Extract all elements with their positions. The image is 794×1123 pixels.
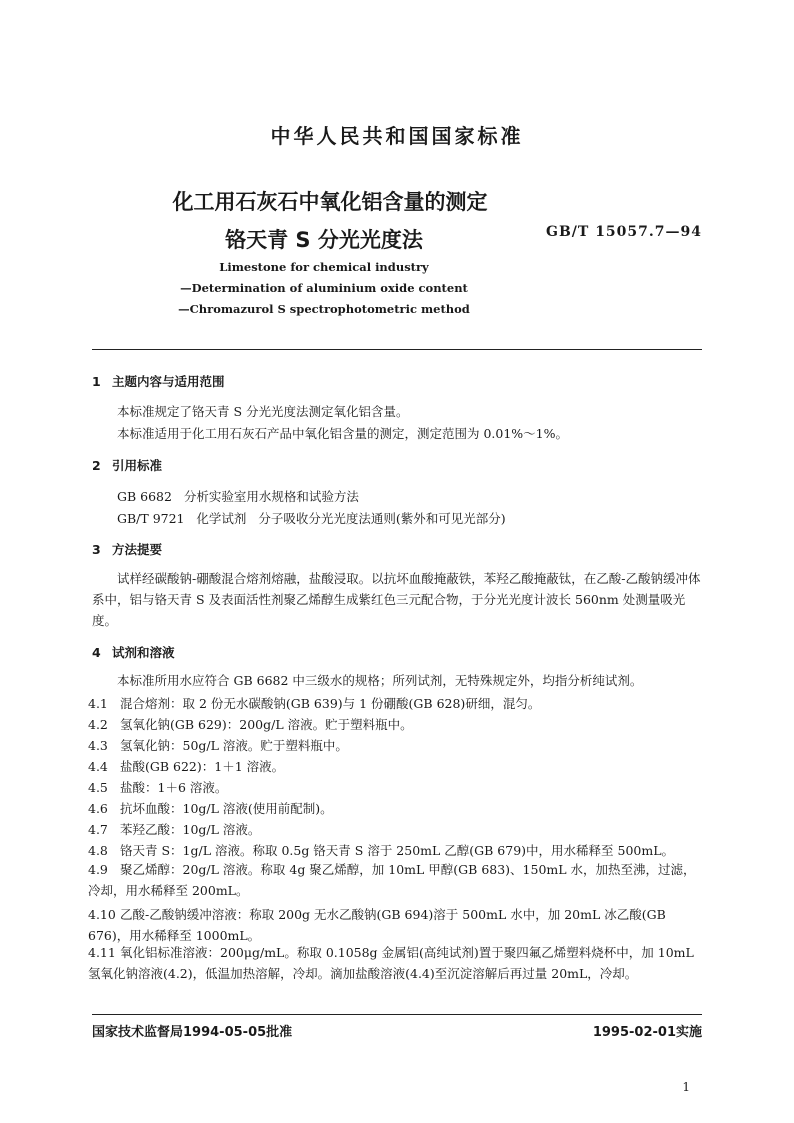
national-standard-heading: 中华人民共和国国家标准 <box>270 124 524 148</box>
item-number: 4.7 <box>88 822 108 837</box>
list-item <box>88 841 674 859</box>
reference-gbt9721: GB/T 9721 化学试剂 分子吸收分光光度法通则(紫外和可见光部分) <box>117 511 506 526</box>
item-text: 铬天青 S：1g/L 溶液。称取 0.5g 铬天青 S 溶于 250mL 乙醇(GB 679)中，用水稀释至 500mL。 <box>120 843 675 858</box>
item-number: 4.11 <box>88 945 116 960</box>
item-text: 聚乙烯醇：20g/L 溶液。称取 4g 聚乙烯醇，加 10mL 甲醇(GB 683)、150mL 水，加热至沸，过滤，冷却，用水稀释至 200mL。 <box>88 862 696 898</box>
reference-gb6682: GB 6682 分析实验室用水规格和试验方法 <box>117 489 359 504</box>
item-number: 4.8 <box>88 843 108 858</box>
section-1-paragraph-1: 本标准规定了铬天青 S 分光光度法测定氧化铝含量。 <box>117 404 409 419</box>
title-line-1: 化工用石灰石中氧化铝含量的测定 <box>172 190 488 214</box>
approval-date: 国家技术监督局1994-05-05批准 <box>92 1025 293 1040</box>
section-number: 1 <box>92 374 101 389</box>
standard-number: GB/T 15057.7—94 <box>546 224 702 240</box>
list-item <box>88 820 260 838</box>
item-number: 4.10 <box>88 907 116 922</box>
list-item <box>88 757 284 775</box>
list-item <box>88 715 413 733</box>
section-3-heading <box>92 540 162 558</box>
english-title-line-3: —Chromazurol S spectrophotometric method <box>178 302 470 316</box>
item-text: 混合熔剂：取 2 份无水碳酸钠(GB 639)与 1 份硼酸(GB 628)研细，混匀。 <box>120 696 541 711</box>
list-item <box>88 778 227 796</box>
section-number: 4 <box>92 645 101 660</box>
item-text: 盐酸：1＋6 溶液。 <box>120 780 228 795</box>
item-text: 苯羟乙酸：10g/L 溶液。 <box>120 822 261 837</box>
item-text: 氢氧化钠(GB 629)：200g/L 溶液。贮于塑料瓶中。 <box>120 717 413 732</box>
english-title-line-1: Limestone for chemical industry <box>219 260 429 274</box>
item-text: 抗坏血酸：10g/L 溶液(使用前配制)。 <box>120 801 333 816</box>
header-divider <box>92 349 702 350</box>
section-3-text: 试样经碳酸钠-硼酸混合熔剂熔融，盐酸浸取。以抗坏血酸掩蔽铁，苯羟乙酸掩蔽钛，在乙酸-乙酸钠缓冲体系中，铝与铬天青 S 及表面活性剂聚乙烯醇生成紫红色三元配合物，于分光光度计波长 560nm 处测量吸光度。 <box>92 571 701 628</box>
item-number: 4.2 <box>88 717 108 732</box>
section-title: 引用标准 <box>112 458 163 473</box>
section-4-intro: 本标准所用水应符合 GB 6682 中三级水的规格；所列试剂，无特殊规定外，均指分析纯试剂。 <box>117 673 643 688</box>
item-number: 4.1 <box>88 696 108 711</box>
item-text: 乙酸-乙酸钠缓冲溶液：称取 200g 无水乙酸钠(GB 694)溶于 500mL 水中，加 20mL 冰乙酸(GB 676)，用水稀释至 1000mL。 <box>88 907 666 943</box>
item-text: 氢氧化钠：50g/L 溶液。贮于塑料瓶中。 <box>120 738 348 753</box>
section-number: 2 <box>92 458 101 473</box>
english-title-line-2: —Determination of aluminium oxide content <box>180 281 468 295</box>
implementation-date: 1995-02-01实施 <box>592 1025 702 1040</box>
section-title: 方法提要 <box>112 542 163 557</box>
footer-divider <box>92 1014 702 1015</box>
section-4-heading <box>92 643 175 661</box>
item-number: 4.6 <box>88 801 108 816</box>
list-item <box>88 904 702 946</box>
section-title: 主题内容与适用范围 <box>112 374 225 389</box>
item-text: 盐酸(GB 622)：1＋1 溶液。 <box>120 759 285 774</box>
item-text: 氧化铝标准溶液：200μg/mL。称取 0.1058g 金属铝(高纯试剂)置于聚四氟乙烯塑料烧杯中，加 10mL 氢氧化钠溶液(4.2)，低温加热溶解，冷却。滴加盐酸溶液(4.4)至沉淀溶解后再过量 20mL，冷却。 <box>88 945 694 981</box>
list-item <box>88 736 348 754</box>
title-line-2: 铬天青 S 分光光度法 <box>225 228 423 252</box>
list-item <box>88 942 702 984</box>
page-number: 1 <box>682 1080 690 1094</box>
section-title: 试剂和溶液 <box>112 645 175 660</box>
item-number: 4.5 <box>88 780 108 795</box>
list-item <box>88 859 702 901</box>
section-1-paragraph-2: 本标准适用于化工用石灰石产品中氧化铝含量的测定，测定范围为 0.01%～1%。 <box>117 426 569 441</box>
section-number: 3 <box>92 542 101 557</box>
item-number: 4.9 <box>88 862 108 877</box>
section-2-heading <box>92 456 162 474</box>
item-number: 4.4 <box>88 759 108 774</box>
section-1-heading <box>92 372 225 390</box>
list-item <box>88 694 540 712</box>
item-number: 4.3 <box>88 738 108 753</box>
list-item <box>88 799 333 817</box>
